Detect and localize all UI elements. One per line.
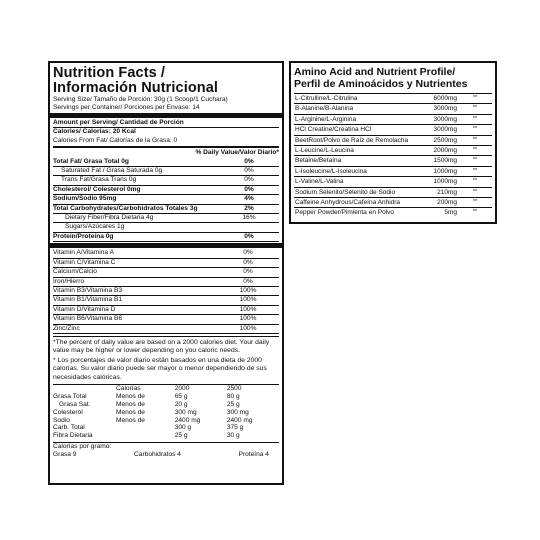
amino-amount: 2500mg [416, 135, 458, 145]
daily-value-reference-table [53, 385, 279, 440]
amino-title [294, 66, 492, 90]
calories-per-gram-label: Calorías por gramo: [53, 443, 112, 451]
thick-divider [50, 113, 282, 118]
nutrition-title [53, 66, 279, 96]
dv-table-cell: 300 mg [174, 408, 197, 416]
nutrition-facts-panel [48, 61, 284, 485]
dv-table-cell: 25 g [226, 401, 240, 409]
dv-table-cell: 30 g [226, 432, 240, 440]
daily-value-header-label: % Daily Value/Valor Diario* [195, 149, 279, 157]
amino-name: B-Alanine/B-Alanina [294, 104, 416, 114]
amino-daily-value: ** [458, 94, 492, 104]
vitamin-row [53, 315, 279, 324]
nutrient-daily-value: 0% [244, 167, 254, 175]
amino-amount: 3000mg [416, 125, 458, 135]
amino-amount: 3000mg [416, 104, 458, 114]
nutrient-label: Trans Fat/Grasa Trans 0g [61, 176, 137, 184]
amino-daily-value: ** [458, 135, 492, 145]
dv-table-cell: 300 g [174, 424, 192, 432]
dv-table-cell: Grasa Sat. [59, 401, 91, 409]
amino-row [294, 94, 492, 104]
calories-from-fat-label: Calories From Fat/ Calorías de la Grasa: 0 [53, 136, 178, 144]
footnote-en: *The percent of daily value are based on a 2000 calories diet. Your daily value may be higher or lower depending on you caloric needs. [53, 338, 270, 355]
amino-row [294, 177, 492, 187]
amino-row [294, 187, 492, 197]
amino-daily-value: ** [458, 104, 492, 114]
amino-amount: 200mg [416, 198, 458, 208]
amino-name: L-Valine/L-Valina [294, 177, 416, 187]
amino-daily-value: ** [458, 166, 492, 176]
amino-row [294, 166, 492, 176]
footnote-es: * Los porcentajes de valor diario están basados en una dieta de 2000 calorías. Su valor diario puede ser mayor o menor dependiendo de sus necesidades calóricas. [53, 356, 267, 381]
carb-per-gram: Carbohidratos 4 [134, 451, 181, 459]
vitamin-daily-value: 100% [239, 296, 257, 304]
nutrient-label: Dietary Fiber/Fibra Dietaria 4g [65, 214, 154, 222]
amino-name: BeetRoot/Polvo de Raíz de Remolacha [294, 135, 416, 145]
vitamin-label: Vitamin B6/Vitamina B6 [53, 315, 123, 323]
vitamin-row [53, 249, 279, 258]
amino-daily-value: ** [458, 198, 492, 208]
vitamin-daily-value: 100% [239, 324, 257, 332]
serving-size: Serving Size/ Tamaño de Porción: 30g (1 Scoop/1 Cuchara) [53, 96, 228, 103]
dv-table-cell: Colesterol [53, 408, 83, 416]
amount-per-serving [53, 119, 279, 127]
amino-row [294, 146, 492, 156]
amino-amount: 3000mg [416, 114, 458, 124]
amino-name: Pepper Powder/Pimienta en Polvo [294, 208, 416, 218]
dv-table-cell: Menos de [116, 408, 145, 416]
dv-table-cell [116, 424, 175, 432]
dv-table-header-cell: 2000 [174, 385, 190, 393]
nutrient-daily-value: 0% [244, 176, 254, 184]
dv-table-row [53, 401, 279, 409]
nutrient-daily-value: 0% [244, 157, 254, 165]
nutrient-row [53, 186, 279, 195]
dv-table-row [53, 409, 279, 417]
vitamin-label: Vitamin A/Vitamina A [53, 249, 114, 257]
vitamin-label: Vitamin B1/Vitamina B1 [53, 296, 123, 304]
nutrient-label: Protein/Proteína 0g [53, 232, 114, 240]
nutrient-daily-value: 4% [244, 195, 254, 203]
calories-label: Calories/ Calorias: 20 Kcal [53, 128, 136, 136]
vitamin-row [53, 325, 279, 334]
nutrient-daily-value: 2% [244, 204, 254, 212]
vitamin-daily-value: 100% [239, 305, 257, 313]
vitamin-row [53, 296, 279, 305]
amino-title-line2: Perfil de Aminoácidos y Nutrientes [294, 78, 468, 90]
amino-amount: 1500mg [416, 156, 458, 166]
amino-amount: 5mg [416, 208, 458, 218]
dv-table-header [53, 385, 279, 393]
nutrient-label: Saturated Fat / Grasa Saturada 0g [61, 167, 163, 175]
nutrient-row [53, 205, 279, 214]
nutrient-row [53, 195, 279, 204]
vitamin-row [53, 268, 279, 277]
nutrition-title-line2: Información Nutricional [53, 80, 219, 96]
dv-table-cell: Sodio [53, 416, 70, 424]
vitamin-row [53, 278, 279, 287]
amino-daily-value: ** [458, 208, 492, 218]
nutrition-title-line1: Nutrition Facts / [53, 65, 166, 81]
amino-row [294, 114, 492, 124]
nutrient-row [53, 167, 279, 176]
amino-name: L-Isoleucine/L-Isoleucina [294, 166, 416, 176]
nutrient-daily-value: 0% [244, 185, 254, 193]
dv-table-row [53, 393, 279, 401]
daily-value-header [53, 149, 279, 157]
amino-row [294, 156, 492, 166]
nutrient-row [53, 233, 279, 242]
dv-table-cell: 20 g [174, 401, 188, 409]
amino-daily-value: ** [458, 114, 492, 124]
nutrient-row [53, 223, 279, 232]
dv-table-cell: 2400 mg [226, 416, 253, 424]
vitamin-daily-value: 0% [243, 268, 253, 276]
amino-daily-value: ** [458, 146, 492, 156]
vitamin-label: Calcium/Calcio [53, 268, 97, 276]
medium-divider [53, 146, 279, 148]
dv-table-cell: Fibra Dietaria [53, 432, 93, 440]
calories-from-fat-row [53, 137, 279, 145]
vitamin-label: Iron/Hierro [53, 277, 85, 285]
dv-table-cell: 375 g [226, 424, 244, 432]
nutrient-row [53, 214, 279, 223]
amino-name: Caffeine Anhydrous/Cafeína Anhidra [294, 198, 416, 208]
amino-amount: 6000mg [416, 94, 458, 104]
amino-name: Betaine/Betaína [294, 156, 416, 166]
amount-per-serving-label: Amount per Serving/ Cantidad de Porción [53, 119, 184, 126]
dv-table-cell: 80 g [226, 393, 240, 401]
dv-table-cell: 300 mg [226, 408, 249, 416]
amino-row [294, 104, 492, 114]
dv-table-cell: Carb. Total [53, 424, 85, 432]
nutrient-daily-value: 0% [244, 232, 254, 240]
vitamin-daily-value: 100% [239, 286, 257, 294]
nutrient-list [53, 158, 279, 243]
nutrient-label: Total Fat/ Grasa Total 0g [53, 157, 129, 165]
vitamin-daily-value: 0% [243, 277, 253, 285]
nutrient-daily-value: 16% [242, 214, 256, 222]
amino-name: Sodium Selenito/Selenito de Sodio [294, 187, 416, 197]
amino-row [294, 135, 492, 145]
vitamin-daily-value: 100% [239, 315, 257, 323]
nutrient-row [53, 176, 279, 185]
vitamin-daily-value: 0% [243, 249, 253, 257]
amino-daily-value: ** [458, 125, 492, 135]
amino-daily-value: ** [458, 177, 492, 187]
thick-divider [50, 243, 282, 248]
amino-amount: 2000mg [416, 146, 458, 156]
servings-per-container: Servings per Container/ Porciones per Envase: 14 [53, 104, 200, 111]
nutrient-daily-value [219, 223, 279, 231]
amino-amount: 1000mg [416, 166, 458, 176]
nutrient-label: Sodium/Sodio 95mg [53, 195, 117, 203]
dv-table-header-cell: 2500 [226, 385, 242, 393]
vitamin-label: Vitamin B3/Vitamina B3 [53, 286, 123, 294]
amino-name: HCl Creatine/Creatina HCl [294, 125, 416, 135]
dv-table-cell: Menos de [116, 393, 145, 401]
amino-name: L-Arginine/L-Arginina [294, 114, 416, 124]
dv-table-cell: 25 g [174, 432, 188, 440]
fat-per-gram: Grasa 9 [53, 451, 77, 459]
vitamin-label: Zinc/Zinc [53, 324, 80, 332]
dv-table-row [53, 432, 279, 440]
divider [53, 336, 279, 337]
nutrient-label: Total Carbohydrates/Carbohidratos Totales 3g [53, 204, 198, 212]
amino-acid-table [294, 93, 492, 218]
vitamin-label: Vitamin D/Vitamina D [53, 305, 116, 313]
vitamin-row [53, 287, 279, 296]
dv-table-cell: Grasa Total [53, 393, 87, 401]
nutrient-label: Cholesterol/ Colesterol 0mg [53, 185, 141, 193]
amino-daily-value: ** [458, 187, 492, 197]
nutrient-row [53, 158, 279, 167]
vitamin-row [53, 259, 279, 268]
vitamin-label: Vitamin C/Vitamina C [53, 258, 116, 266]
vitamin-row [53, 306, 279, 315]
dv-table-cell [116, 432, 175, 440]
nutrient-label: Sugars/Azúcares 1g [65, 223, 125, 231]
dv-table-header-cell [53, 385, 116, 393]
vitamin-daily-value: 0% [243, 258, 253, 266]
dv-table-header-cell: Calorías [116, 385, 141, 393]
dv-table-cell: Menos de [116, 416, 145, 424]
dv-table-row [53, 424, 279, 432]
dv-table-cell: 2400 mg [174, 416, 201, 424]
amino-title-line1: Amino Acid and Nutrient Profile/ [294, 66, 456, 78]
vitamin-list [53, 249, 279, 334]
amino-acid-panel [289, 61, 497, 224]
amino-amount: 210mg [416, 187, 458, 197]
amino-name: L-Citrulline/L-Citrulina [294, 94, 416, 104]
amino-row [294, 198, 492, 208]
amino-row [294, 125, 492, 135]
calories-row [53, 128, 279, 136]
calories-per-gram-row [53, 451, 279, 459]
protein-per-gram: Proteína 4 [238, 451, 269, 459]
dv-table-cell: 65 g [174, 393, 188, 401]
dv-table-cell: Menos de [116, 401, 145, 409]
amino-daily-value: ** [458, 156, 492, 166]
amino-amount: 1000mg [416, 177, 458, 187]
dv-table-row [53, 417, 279, 425]
amino-name: L-Leucine/L-Leucina [294, 146, 416, 156]
amino-row [294, 208, 492, 218]
